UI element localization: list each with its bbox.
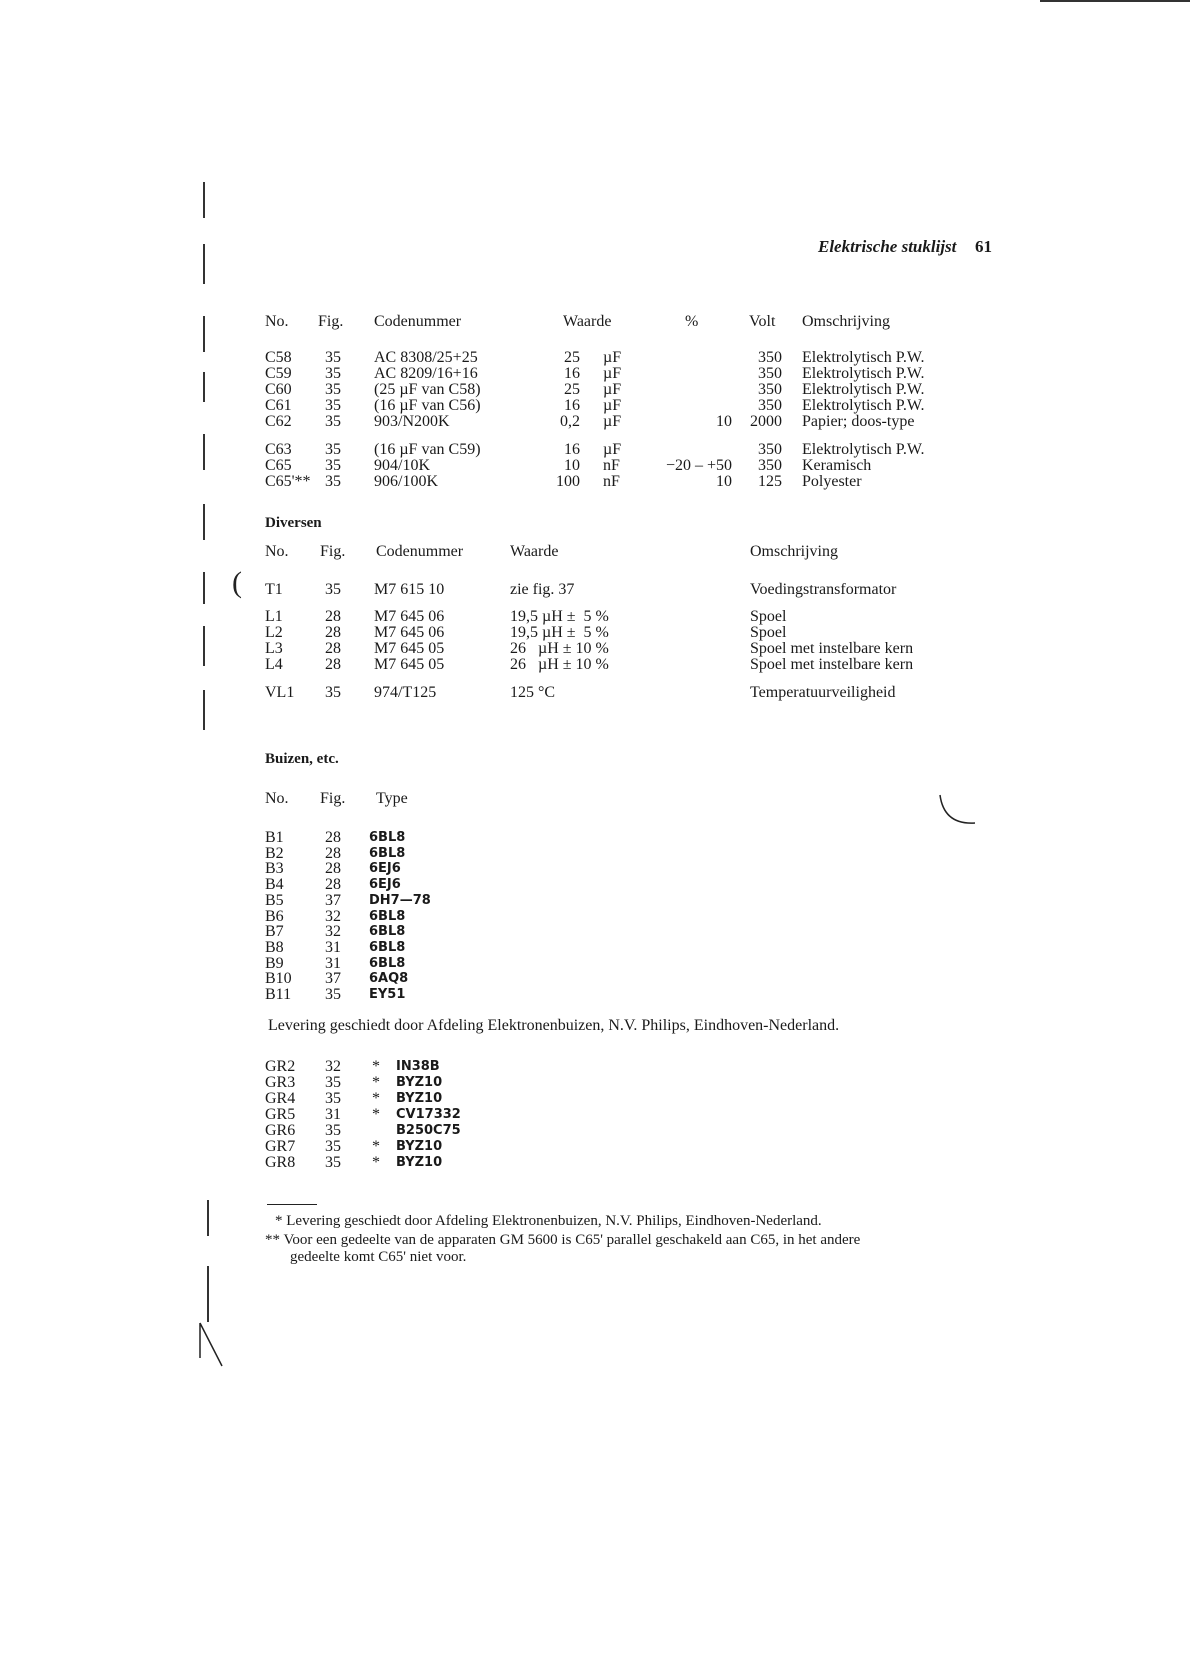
tube-type: 6BL8 [369, 845, 406, 861]
cap-code: 903/N200K [374, 413, 450, 430]
tube-fig: 28 [325, 829, 341, 846]
col-header-code: Codenummer [376, 543, 464, 560]
col-header-description: Omschrijving [750, 543, 838, 560]
rectifier-fig: 35 [325, 1074, 341, 1091]
div-no: L4 [265, 656, 283, 673]
div-fig: 28 [325, 624, 341, 641]
tube-no: B6 [265, 907, 284, 925]
rectifier-no: GR8 [265, 1154, 296, 1171]
div-value: 125 °C [510, 684, 556, 701]
col-header-type: Type [376, 790, 408, 807]
tube-no: B3 [265, 860, 284, 878]
scan-bracket-mark: ( [232, 566, 242, 599]
cap-description: Elektrolytisch P.W. [802, 381, 925, 398]
col-header-volt: Volt [749, 313, 776, 330]
cap-no: C59 [265, 365, 292, 382]
col-header-code: Codenummer [374, 313, 462, 330]
div-fig: 35 [325, 581, 341, 598]
rectifier-mark: * [372, 1074, 380, 1091]
cap-unit: µF [603, 381, 622, 398]
div-fig: 35 [325, 684, 341, 701]
cap-code: (16 µF van C56) [374, 397, 481, 414]
cap-volt: 350 [758, 457, 782, 474]
scan-mark [203, 626, 205, 666]
tube-type: 6BL8 [369, 955, 406, 971]
div-fig: 28 [325, 640, 341, 657]
tube-type: EY51 [369, 987, 406, 1002]
cap-value: 10 [564, 457, 580, 474]
rectifier-no: GR6 [265, 1122, 296, 1139]
rectifier-type: IN38B [396, 1059, 440, 1074]
rectifier-fig: 35 [325, 1154, 341, 1171]
div-no: T1 [265, 581, 283, 598]
cap-description: Papier; doos-type [802, 413, 915, 430]
cap-code: (25 µF van C58) [374, 381, 481, 398]
tube-fig: 35 [325, 986, 341, 1003]
cap-fig: 35 [325, 473, 341, 490]
rectifier-type: BYZ10 [396, 1091, 443, 1106]
cap-unit: µF [603, 397, 622, 414]
tube-no: B1 [265, 829, 284, 846]
rectifier-no: GR5 [265, 1106, 296, 1123]
cap-no: C61 [265, 397, 292, 414]
rectifier-type: B250C75 [396, 1123, 461, 1138]
div-code: M7 615 10 [374, 581, 445, 598]
cap-unit: nF [603, 457, 620, 474]
tube-type: 6BL8 [369, 924, 406, 940]
cap-no: C65'** [265, 473, 311, 490]
div-value: zie fig. 37 [510, 581, 575, 598]
cap-fig: 35 [325, 349, 341, 366]
footnote-1: * Levering geschiedt door Afdeling Elektronenbuizen, N.V. Philips, Eindhoven-Nederland. [275, 1213, 822, 1229]
rectifier-fig: 32 [325, 1058, 341, 1075]
scan-mark [203, 316, 205, 352]
scan-mark [203, 372, 205, 402]
div-code: 974/T125 [374, 684, 437, 701]
col-header-value: Waarde [510, 543, 559, 560]
tube-fig: 28 [325, 860, 341, 878]
cap-description: Elektrolytisch P.W. [802, 397, 925, 414]
div-description: Voedingstransformator [750, 581, 897, 598]
tube-type: 6AQ8 [369, 971, 409, 987]
tube-no: B2 [265, 844, 284, 862]
cap-unit: µF [603, 441, 622, 458]
rectifier-type: BYZ10 [396, 1075, 443, 1090]
rectifier-type: CV17332 [396, 1107, 461, 1122]
col-header-fig: Fig. [320, 543, 346, 560]
tube-type: 6BL8 [369, 939, 406, 955]
rectifier-fig: 31 [325, 1106, 341, 1123]
rectifier-mark: * [372, 1090, 380, 1107]
scan-mark [203, 182, 205, 218]
scan-curve-mark [930, 790, 980, 830]
cap-no: C62 [265, 413, 292, 430]
scan-mark [203, 244, 205, 284]
cap-value: 25 [564, 349, 580, 366]
tube-no: B4 [265, 876, 284, 894]
div-no: L3 [265, 640, 283, 657]
cap-description: Keramisch [802, 457, 872, 474]
cap-value: 16 [564, 441, 580, 458]
tube-no: B11 [265, 986, 292, 1003]
cap-code: AC 8209/16+16 [374, 365, 478, 382]
cap-unit: µF [603, 413, 622, 430]
div-no: VL1 [265, 684, 295, 701]
cap-description: Polyester [802, 473, 862, 490]
rectifier-no: GR3 [265, 1074, 296, 1091]
cap-volt: 2000 [750, 413, 782, 430]
cap-volt: 350 [758, 397, 782, 414]
section-title-diversen: Diversen [265, 515, 322, 531]
tube-fig: 37 [325, 970, 341, 988]
div-fig: 28 [325, 656, 341, 673]
cap-fig: 35 [325, 441, 341, 458]
cap-no: C65 [265, 457, 292, 474]
col-header-value: Waarde [563, 313, 612, 330]
running-header-title: Elektrische stuklijst [818, 237, 957, 256]
div-no: L2 [265, 624, 283, 641]
rectifier-fig: 35 [325, 1090, 341, 1107]
col-header-description: Omschrijving [802, 313, 890, 330]
delivery-note: Levering geschiedt door Afdeling Elektronenbuizen, N.V. Philips, Eindhoven-Nederland. [268, 1017, 840, 1034]
rectifier-fig: 35 [325, 1122, 341, 1139]
cap-volt: 350 [758, 441, 782, 458]
cap-value: 16 [564, 365, 580, 382]
col-header-no: No. [265, 543, 289, 560]
cap-fig: 35 [325, 397, 341, 414]
col-header-fig: Fig. [320, 790, 346, 807]
cap-percent: −20 – +50 [665, 457, 732, 474]
div-value: 19,5 µH ± 5 % [510, 624, 609, 641]
col-header-fig: Fig. [318, 313, 344, 330]
div-value: 26 µH ± 10 % [510, 640, 609, 657]
div-value: 19,5 µH ± 5 % [510, 608, 609, 625]
cap-value: 0,2 [560, 413, 580, 430]
cap-code: (16 µF van C59) [374, 441, 481, 458]
scan-mark [203, 690, 205, 730]
footnote-2-line-2: gedeelte komt C65' niet voor. [290, 1249, 467, 1265]
cap-value: 100 [556, 473, 580, 490]
scan-mark [1040, 0, 1190, 2]
cap-fig: 35 [325, 381, 341, 398]
div-code: M7 645 05 [374, 640, 445, 657]
section-title-buizen: Buizen, etc. [265, 751, 339, 767]
cap-percent: 10 [716, 473, 732, 490]
div-description: Temperatuurveiligheid [750, 684, 896, 701]
col-header-percent: % [685, 313, 699, 330]
tube-no: B7 [265, 923, 284, 941]
div-code: M7 645 06 [374, 624, 445, 641]
cap-code: 906/100K [374, 473, 438, 490]
footnote-2-line-1: ** Voor een gedeelte van de apparaten GM 5600 is C65' parallel geschakeld aan C65, in het andere [265, 1232, 861, 1248]
div-description: Spoel met instelbare kern [750, 656, 914, 673]
rectifier-mark: * [372, 1058, 380, 1075]
rectifier-type: BYZ10 [396, 1139, 443, 1154]
cap-unit: nF [603, 473, 620, 490]
cap-volt: 125 [758, 473, 782, 490]
tube-no: B8 [265, 938, 284, 956]
cap-description: Elektrolytisch P.W. [802, 441, 925, 458]
cap-no: C60 [265, 381, 292, 398]
tube-fig: 31 [325, 954, 341, 972]
div-description: Spoel [750, 608, 787, 625]
div-no: L1 [265, 608, 283, 625]
div-code: M7 645 06 [374, 608, 445, 625]
scan-mark [203, 572, 205, 604]
page-number: 61 [975, 237, 992, 256]
div-value: 26 µH ± 10 % [510, 656, 609, 673]
cap-fig: 35 [325, 365, 341, 382]
scan-mark [203, 504, 205, 540]
cap-fig: 35 [325, 413, 341, 430]
tube-fig: 32 [325, 907, 341, 925]
scan-mark [207, 1266, 209, 1322]
tube-type: 6EJ6 [369, 877, 401, 893]
tube-type: 6EJ6 [369, 861, 401, 877]
div-fig: 28 [325, 608, 341, 625]
rectifier-mark: * [372, 1154, 380, 1171]
cap-description: Elektrolytisch P.W. [802, 349, 925, 366]
div-description: Spoel met instelbare kern [750, 640, 914, 657]
tube-fig: 31 [325, 938, 341, 956]
cap-no: C58 [265, 349, 292, 366]
tube-fig: 32 [325, 923, 341, 941]
tube-fig: 37 [325, 891, 341, 909]
cap-code: 904/10K [374, 457, 430, 474]
tube-no: B10 [265, 970, 292, 988]
rectifier-type: BYZ10 [396, 1155, 443, 1170]
cap-value: 16 [564, 397, 580, 414]
cap-unit: µF [603, 349, 622, 366]
scan-mark [203, 434, 205, 470]
cap-volt: 350 [758, 349, 782, 366]
scan-corner-mark [190, 1318, 230, 1378]
footnote-rule [267, 1204, 317, 1205]
tube-type: 6BL8 [369, 830, 406, 845]
tube-no: B5 [265, 891, 284, 909]
rectifier-fig: 35 [325, 1138, 341, 1155]
tube-type: DH7—78 [369, 892, 431, 908]
cap-fig: 35 [325, 457, 341, 474]
cap-volt: 350 [758, 365, 782, 382]
div-description: Spoel [750, 624, 787, 641]
tube-no: B9 [265, 954, 284, 972]
cap-value: 25 [564, 381, 580, 398]
scan-mark [207, 1200, 209, 1236]
div-code: M7 645 05 [374, 656, 445, 673]
cap-volt: 350 [758, 381, 782, 398]
cap-percent: 10 [716, 413, 732, 430]
tube-fig: 28 [325, 876, 341, 894]
rectifier-mark: * [372, 1138, 380, 1155]
col-header-no: No. [265, 790, 289, 807]
rectifier-no: GR2 [265, 1058, 296, 1075]
rectifier-mark: * [372, 1106, 380, 1123]
cap-code: AC 8308/25+25 [374, 349, 478, 366]
cap-no: C63 [265, 441, 292, 458]
tube-type: 6BL8 [369, 908, 406, 924]
rectifier-no: GR7 [265, 1138, 296, 1155]
col-header-no: No. [265, 313, 289, 330]
cap-description: Elektrolytisch P.W. [802, 365, 925, 382]
tube-fig: 28 [325, 844, 341, 862]
cap-unit: µF [603, 365, 622, 382]
rectifier-no: GR4 [265, 1090, 296, 1107]
